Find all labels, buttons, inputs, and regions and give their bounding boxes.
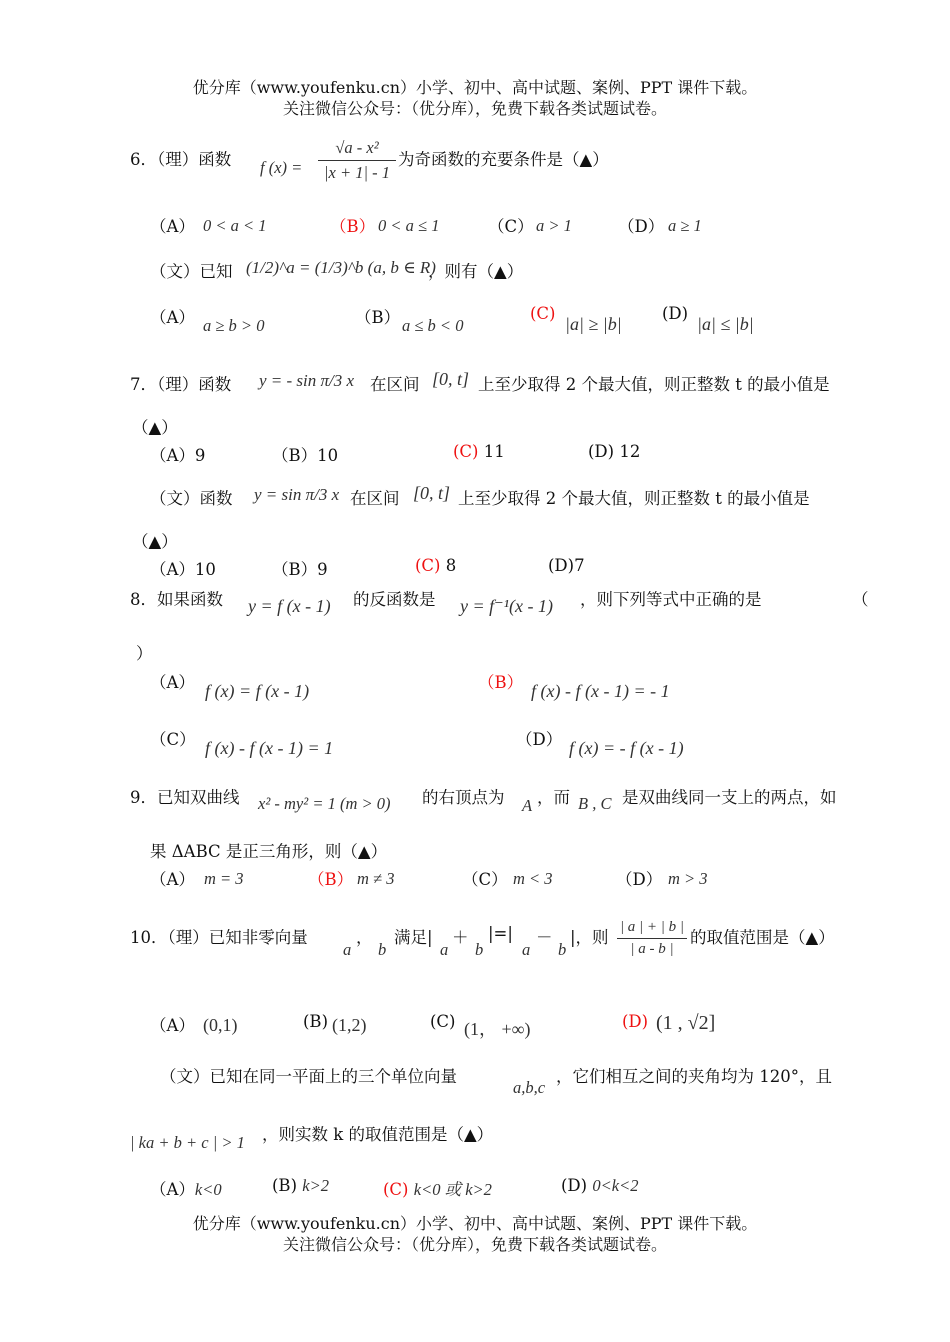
q7-li-post: 上至少取得 2 个最大值，则正整数 t 的最小值是	[478, 375, 830, 394]
q10-li-opt-d-text: (1 , √2]	[656, 1012, 716, 1034]
q10-ratio-num: | a | + | b |	[619, 919, 685, 935]
q6-wen-post: ，则有（▲）	[428, 262, 524, 281]
q8-paren-close: ）	[136, 644, 153, 663]
q6-func-fraction	[318, 138, 396, 183]
q9-opt-b-label: （B）	[308, 870, 354, 889]
q8-opt-d-label: （D）	[516, 730, 563, 749]
q8-post: ，则下列等式中正确的是	[580, 590, 762, 609]
q6-wen-opt-d-label: (D)	[662, 304, 689, 323]
q9-opt-d-label: （D）	[616, 870, 663, 889]
q10-li-opt-b-text: (1,2)	[332, 1015, 367, 1035]
q10-wen-opt-d	[561, 1176, 638, 1196]
q10-wen-opt-d-text: 0<k<2	[592, 1176, 639, 1195]
q7-wen-opt-b	[272, 556, 328, 580]
q8-mid: 的反函数是	[353, 590, 436, 609]
q6-wen-expr: (1/2)^a = (1/3)^b (a, b ∈ R)	[246, 258, 436, 277]
header-line-1: 优分库（www.youfenku.cn）小学、初中、高中试题、案例、PPT 课件下载。	[192, 78, 758, 97]
q7-li-opt-a-label: （A）	[150, 446, 195, 465]
q6-wen-opt-c-text: |a| ≥ |b|	[565, 314, 622, 334]
q7-wen-opt-b-label: （B）	[272, 560, 318, 579]
q10-li-opt-a-text: (0,1)	[203, 1015, 238, 1035]
q7-li-opt-a	[150, 442, 205, 466]
q6-func-num: √a - x²	[335, 138, 379, 157]
q9-points-bc: B , C	[578, 794, 612, 813]
q7-wen-opt-b-text: 9	[317, 560, 328, 579]
q10-wen-opt-a-text: k<0	[194, 1180, 222, 1199]
q7-li-opt-c-label: (C)	[453, 442, 479, 461]
q9-point-a: A	[522, 796, 533, 815]
q7-li-opt-c-text: 11	[483, 442, 505, 461]
q10-wen-opt-c-label: (C)	[383, 1180, 409, 1199]
footer-line-2: 关注微信公众号：（优分库），免费下载各类试题试卷。	[282, 1235, 667, 1254]
q10-cond-end: |，则	[570, 928, 609, 947]
q6-wen-pre: （文）已知	[150, 262, 233, 281]
q7-li-opt-a-text: 9	[194, 446, 206, 465]
q8-opt-a-label: （A）	[150, 673, 195, 692]
q10-vec-b: b	[378, 940, 387, 959]
q9-post: 是双曲线同一支上的两点，如	[622, 788, 837, 807]
q8-pre: 8．如果函数	[130, 590, 223, 609]
q10-wen-opt-b-label: (B)	[272, 1176, 297, 1195]
q7-wen-post: 上至少取得 2 个最大值，则正整数 t 的最小值是	[458, 489, 810, 508]
q10-li-opt-c-label: (C)	[430, 1012, 456, 1031]
q7-wen-expr: y = sin π/3 x	[254, 485, 340, 504]
q10-wen-opt-c	[383, 1176, 492, 1200]
q10-li-opt-b-label: (B)	[303, 1012, 328, 1031]
q6-opt-c-label: （C）	[488, 217, 534, 236]
footer-line-1: 优分库（www.youfenku.cn）小学、初中、高中试题、案例、PPT 课件下载。	[192, 1214, 758, 1233]
q7-wen-opt-a-text: 10	[194, 560, 216, 579]
q7-wen-opt-d	[548, 556, 585, 575]
q7-li-pre: 7．（理）函数	[130, 375, 232, 394]
q7-li-opt-d-label: (D)	[588, 442, 615, 461]
q6-wen-opt-b-text: a ≤ b < 0	[402, 316, 464, 335]
q9-opt-a-text: m = 3	[204, 869, 244, 888]
header-line-2: 关注微信公众号：（优分库），免费下载各类试题试卷。	[282, 99, 667, 118]
q6-stem-pre: 6．（理）函数	[130, 150, 232, 169]
q9-curve: x² - my² = 1 (m > 0)	[258, 794, 391, 813]
q10-cond-a2: a	[522, 940, 531, 959]
q10-wen-post2: ，则实数 k 的取值范围是（▲）	[262, 1125, 494, 1144]
q10-li-pre: 10．（理）已知非零向量	[130, 928, 308, 947]
q7-wen-tri: （▲）	[132, 532, 178, 551]
q8-opt-b-label: （B）	[478, 673, 524, 692]
q8-f2: y = f⁻¹(x - 1)	[460, 596, 554, 616]
q9-opt-c-label: （C）	[462, 870, 508, 889]
q10-comma: ，	[356, 928, 373, 947]
q10-cond-a1: a	[440, 940, 449, 959]
q9-mid1: 的右顶点为	[422, 788, 505, 807]
q7-wen-opt-a	[150, 556, 216, 580]
q7-li-expr: y = - sin π/3 x	[259, 371, 355, 390]
q7-li-mid: 在区间	[370, 375, 420, 394]
q7-li-opt-d-text: 12	[619, 442, 641, 461]
q8-opt-c-text: f (x) - f (x - 1) = 1	[205, 738, 334, 758]
q10-li-opt-c-text: (1， +∞)	[464, 1019, 531, 1039]
q6-wen-opt-d-text: |a| ≤ |b|	[697, 314, 754, 334]
q7-wen-opt-d-label: (D)	[548, 556, 575, 575]
q10-wen-cond: | ka + b + c | > 1	[130, 1133, 245, 1152]
q6-func-den: |x + 1| - 1	[323, 163, 391, 182]
q6-opt-d-label: （D）	[618, 217, 665, 236]
q9-opt-b-text: m ≠ 3	[357, 869, 395, 888]
q7-wen-pre: （文）函数	[150, 489, 233, 508]
q10-wen-vecs: a,b,c	[513, 1078, 546, 1097]
q9-opt-d-text: m > 3	[668, 869, 708, 888]
q10-cond-b2: b	[558, 940, 567, 959]
q10-wen-pre: （文）已知在同一平面上的三个单位向量	[160, 1067, 457, 1086]
q7-wen-opt-c	[415, 556, 456, 575]
q9-opt-c-text: m < 3	[513, 869, 553, 888]
q9-pre: 9．已知双曲线	[130, 788, 240, 807]
q6-wen-opt-b-label: （B）	[355, 308, 401, 327]
q10-cond-eq: |=|	[488, 924, 513, 943]
q10-cond-b1: b	[475, 940, 484, 959]
q8-opt-a-text: f (x) = f (x - 1)	[205, 681, 310, 701]
q10-wen-post: ，它们相互之间的夹角均为 120°，且	[556, 1067, 832, 1086]
q7-li-tri: （▲）	[132, 418, 178, 437]
q6-wen-opt-a-text: a ≥ b > 0	[203, 316, 265, 335]
q10-wen-opt-d-label: (D)	[561, 1176, 588, 1195]
q8-opt-d-text: f (x) = - f (x - 1)	[569, 738, 684, 758]
q6-wen-opt-a-label: （A）	[150, 308, 195, 327]
q10-wen-opt-a-label: （A）	[150, 1180, 195, 1199]
q10-wen-opt-c-text: k<0 或 k>2	[413, 1180, 492, 1199]
q7-li-opt-b-text: 10	[317, 446, 339, 465]
q9-line2: 果 ΔABC 是正三角形，则（▲）	[150, 842, 388, 861]
q10-cond-plus: ＋	[452, 928, 469, 947]
q7-li-opt-d	[588, 442, 640, 461]
q6-opt-a-label: （A）	[150, 217, 195, 236]
q7-wen-interval: [0, t]	[413, 483, 451, 503]
q10-li-opt-d-label: (D)	[622, 1012, 649, 1031]
q6-opt-a-text: 0 < a < 1	[203, 216, 267, 235]
q6-opt-c-text: a > 1	[536, 216, 572, 235]
q10-wen-opt-b	[272, 1176, 329, 1196]
q9-mid2: ，而	[537, 788, 570, 807]
q6-opt-d-text: a ≥ 1	[668, 216, 702, 235]
q6-wen-opt-c-label: (C)	[530, 304, 556, 323]
q8-opt-b-text: f (x) - f (x - 1) = - 1	[531, 681, 670, 701]
q10-wen-opt-b-text: k>2	[302, 1176, 329, 1195]
q10-li-opt-a-label: （A）	[150, 1016, 195, 1035]
q7-wen-opt-a-label: （A）	[150, 560, 195, 579]
q8-paren-open: （	[852, 590, 869, 609]
fraction-bar	[617, 938, 687, 939]
q7-li-opt-b-label: （B）	[272, 446, 318, 465]
q7-wen-opt-c-label: (C)	[415, 556, 441, 575]
q7-wen-mid: 在区间	[350, 489, 400, 508]
q8-opt-c-label: （C）	[150, 730, 196, 749]
q7-li-opt-b	[272, 442, 338, 466]
fraction-bar	[318, 160, 396, 161]
q8-f1: y = f (x - 1)	[248, 596, 331, 616]
q10-li-post: 的取值范围是（▲）	[690, 928, 835, 947]
q7-wen-opt-d-text: 7	[574, 556, 585, 575]
q6-stem-post: 为奇函数的充要条件是（▲）	[398, 150, 609, 169]
q6-opt-b-text: 0 < a ≤ 1	[378, 216, 440, 235]
q6-func-lhs: f (x) =	[260, 158, 303, 177]
q7-li-opt-c	[453, 442, 505, 461]
q10-ratio	[617, 919, 687, 958]
q7-li-interval: [0, t]	[432, 369, 470, 389]
q10-ratio-den: | a - b |	[630, 941, 674, 957]
q9-opt-a-label: （A）	[150, 870, 195, 889]
q6-opt-b-label: （B）	[330, 217, 376, 236]
q10-vec-a: a	[343, 940, 352, 959]
q7-wen-opt-c-text: 8	[445, 556, 457, 575]
q10-wen-opt-a	[150, 1176, 222, 1200]
q10-cond-pre: 满足|	[394, 928, 433, 947]
q10-cond-minus: －	[536, 928, 553, 947]
